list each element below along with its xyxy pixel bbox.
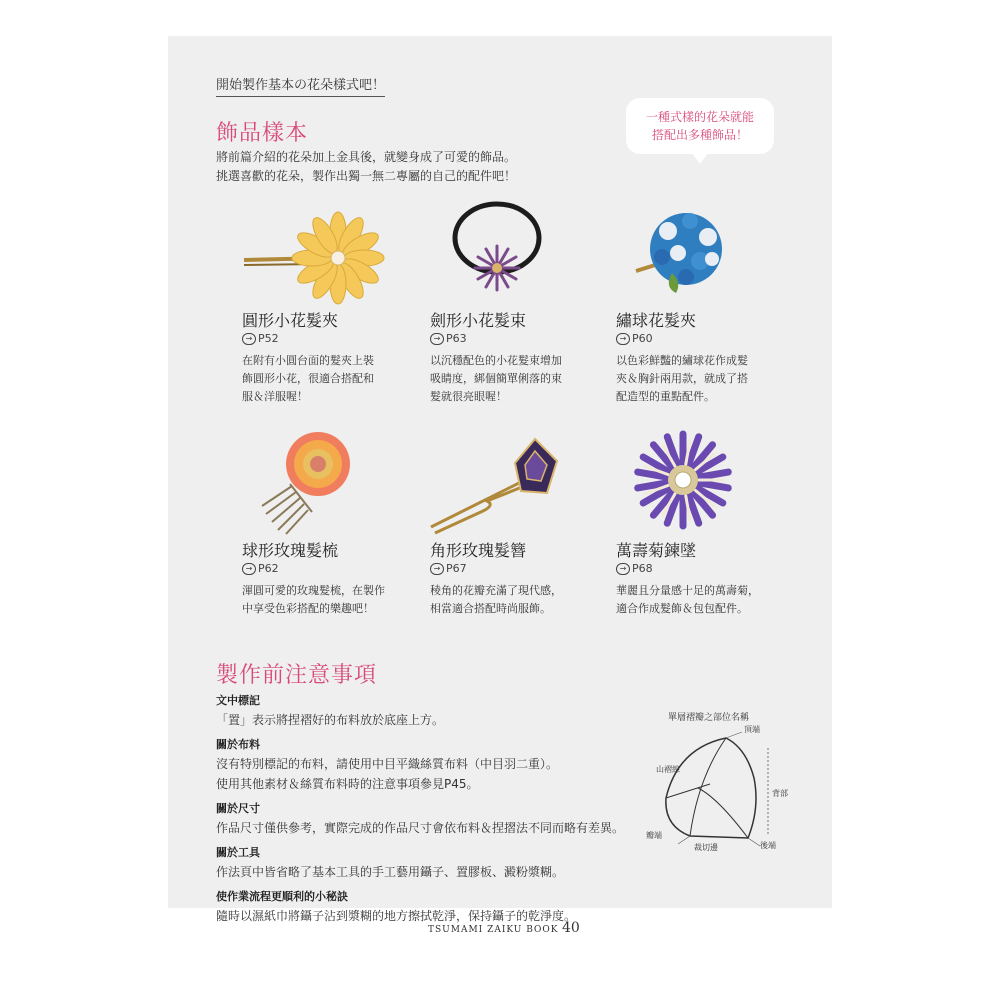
note-heading: 關於布料 <box>216 738 260 751</box>
item-description: 以色彩鮮豔的繡球花作成髮 夾＆胸針兩用款，就成了搭 配造型的重點配件。 <box>616 354 748 403</box>
item-description: 稜角的花瓣充滿了現代感， 相當適合搭配時尚服飾。 <box>430 584 562 615</box>
intro-line: 將前篇介紹的花朵加上金具後，就變身成了可愛的飾品。 <box>216 150 517 164</box>
section-label: 開始製作基本の花朵樣式吧！ <box>216 74 385 97</box>
book-brand: TSUMAMI ZAIKU BOOK <box>428 925 559 935</box>
note-heading: 關於尺寸 <box>216 802 260 815</box>
bubble-line: 搭配出多種飾品！ <box>651 128 748 142</box>
diagram-label-cut: 裁切邊 <box>694 843 718 852</box>
note-heading: 文中標記 <box>216 694 260 707</box>
page-arrow-icon: → <box>242 333 256 345</box>
diagram-label-back: 背部 <box>772 789 788 798</box>
item-page-ref: → P63 <box>430 332 467 345</box>
daisy-hairclip-image <box>238 208 388 308</box>
item-name: 繡球花髮夾 <box>616 311 697 330</box>
angular-rose-hairpin-image <box>423 431 573 541</box>
item-page-ref: → P68 <box>616 562 653 575</box>
item-name: 劍形小花髮束 <box>430 311 527 330</box>
hair-tie-image <box>443 196 553 306</box>
hydrangea-clip-image <box>628 201 738 301</box>
diagram-label-ridge: 山褶線 <box>656 765 680 774</box>
diagram-label-tip: 瓣端 <box>646 831 662 840</box>
note-text: 作品尺寸僅供參考，實際完成的作品尺寸會依布料＆捏摺法不同而略有差異。 <box>216 821 625 835</box>
item-name: 圓形小花髮夾 <box>242 311 339 330</box>
item-page-ref: → P67 <box>430 562 467 575</box>
item-page-ref: → P62 <box>242 562 279 575</box>
intro-line: 挑選喜歡的花朵，製作出獨一無二專屬的自己的配件吧！ <box>216 169 517 183</box>
notes-list <box>216 692 624 924</box>
note-heading: 關於工具 <box>216 846 260 859</box>
page-arrow-icon: → <box>242 563 256 575</box>
diagram-title: 單層褶瓣之部位名稱 <box>668 713 750 723</box>
item-description: 渾圓可愛的玫瑰髮梳，在製作 中享受色彩搭配的樂趣吧！ <box>242 584 385 615</box>
note-text: 使用其他素材＆絲質布料時的注意事項參見P45。 <box>216 777 479 791</box>
item-description: 以沉穩配色的小花髮束增加 吸睛度，綁個簡單俐落的束 髮就很亮眼喔！ <box>430 354 562 403</box>
marigold-pendant-image <box>628 428 738 538</box>
page-arrow-icon: → <box>616 333 630 345</box>
item-name: 萬壽菊鍊墜 <box>616 541 697 560</box>
samples-title: 飾品樣本 <box>216 121 309 146</box>
note-text: 隨時以濕紙巾將鑷子沾到漿糊的地方擦拭乾淨，保持鑷子的乾淨度。 <box>216 909 577 923</box>
note-text: 「置」表示將捏褶好的布料放於底座上方。 <box>216 713 445 727</box>
note-heading: 使作業流程更順利的小秘訣 <box>216 890 348 903</box>
item-description: 華麗且分量感十足的萬壽菊， 適合作成髮飾＆包包配件。 <box>616 584 759 615</box>
page-number: 40 <box>562 920 580 936</box>
book-page <box>168 36 832 923</box>
speech-bubble <box>626 98 774 154</box>
note-text: 沒有特別標記的布料，請使用中目平織絲質布料（中目羽二重）。 <box>216 757 559 771</box>
item-page-ref: → P52 <box>242 332 279 345</box>
page-arrow-icon: → <box>430 333 444 345</box>
bubble-line: 一種式樣的花朵就能 <box>645 110 754 124</box>
notes-title: 製作前注意事項 <box>216 663 378 688</box>
note-text: 作法頁中皆省略了基本工具的手工藝用鑷子、置膠板、澱粉漿糊。 <box>216 865 565 879</box>
item-name: 球形玫瑰髮梳 <box>242 541 339 560</box>
item-page-ref: → P60 <box>616 332 653 345</box>
diagram-label-top: 頂端 <box>744 725 760 734</box>
page-arrow-icon: → <box>430 563 444 575</box>
diagram-label-rear: 後端 <box>760 841 776 850</box>
item-description: 在附有小圓台面的髮夾上裝 飾圓形小花，很適合搭配和 服＆洋服喔！ <box>242 354 374 403</box>
rose-comb-image <box>256 428 376 538</box>
samples-intro <box>216 148 516 186</box>
item-name: 角形玫瑰髮簪 <box>430 541 527 560</box>
page-arrow-icon: → <box>616 563 630 575</box>
